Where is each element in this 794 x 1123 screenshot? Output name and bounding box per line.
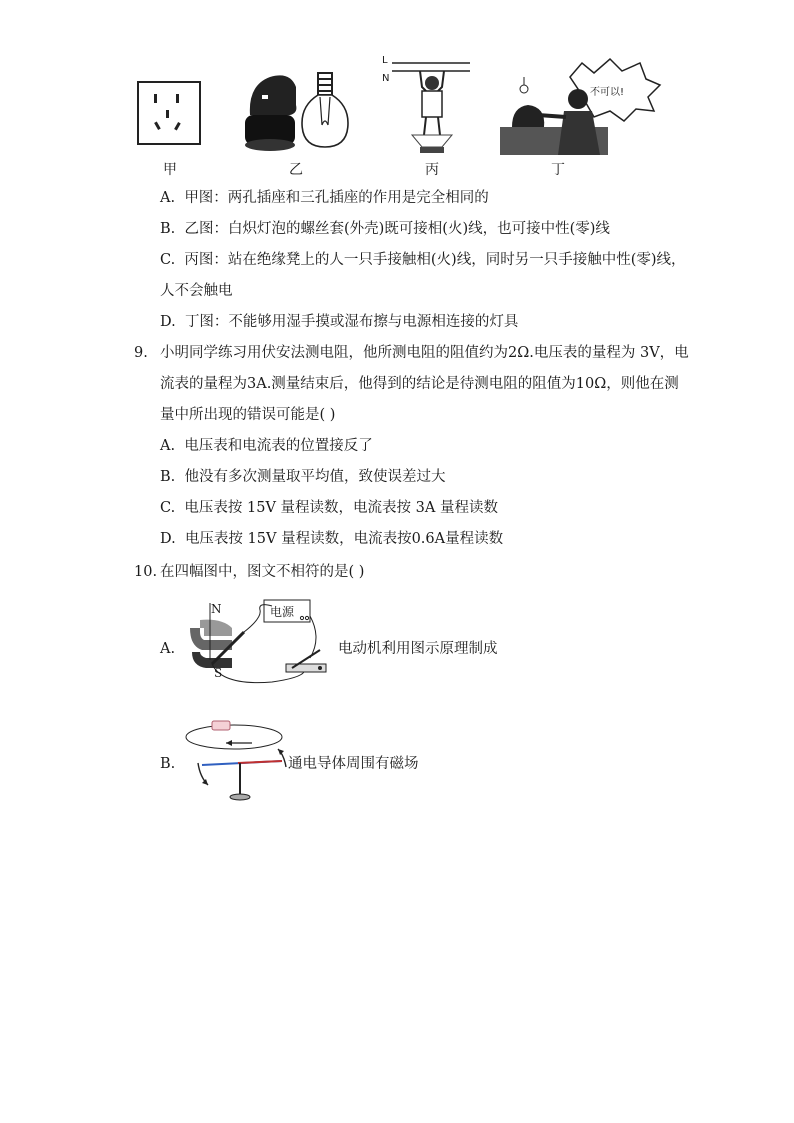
q10-option-b-letter: B. [160, 756, 176, 772]
bulb-socket-figure [240, 65, 360, 155]
option-text: 电压表按 15V 量程读数，电流表按 3A 量程读数 [184, 500, 498, 516]
q9-stem-line-3: 量中所出现的错误可能是( ) [160, 407, 336, 423]
power-source-label: 电源 [270, 605, 295, 619]
question-number: 10. [134, 564, 158, 580]
q8-option-c [160, 250, 686, 270]
q9-option-b [160, 467, 445, 487]
option-letter: D. [160, 531, 176, 547]
motor-principle-figure [182, 598, 332, 688]
wet-hands-figure [498, 55, 668, 160]
q10-stem: 在四幅图中，图文不相符的是( ) [160, 564, 365, 580]
q9-stem-line-2: 流表的量程为3A.测量结束后，他得到的结论是待测电阻的阻值为10Ω，则他在测 [160, 376, 679, 392]
oersted-experiment-figure [182, 715, 292, 805]
option-text: 丙图：站在绝缘凳上的人一只手接触相(火)线，同时另一只手接触中性(零)线， [184, 252, 686, 268]
option-letter: C. [160, 500, 176, 516]
option-text: 乙图：白炽灯泡的螺丝套(外壳)既可接相(火)线，也可接中性(零)线 [184, 221, 610, 237]
q9-option-a [160, 436, 373, 456]
option-text: 甲图：两孔插座和三孔插座的作用是完全相同的 [184, 190, 489, 206]
figure-label-jia: 甲 [163, 162, 177, 178]
wire-label-n: N [382, 73, 390, 84]
option-letter: B. [160, 469, 176, 485]
figure-label-bing: 丙 [425, 162, 439, 178]
option-text: 丁图：不能够用湿手摸或湿布擦与电源相连接的灯具 [184, 314, 519, 330]
pole-label-n: N [211, 602, 222, 616]
option-text: 他没有多次测量取平均值，致使误差过大 [184, 469, 446, 485]
q10-option-a-letter: A. [160, 641, 176, 657]
q9-stem-line-1: 小明同学练习用伏安法测电阻，他所测电阻的阻值约为2Ω.电压表的量程为 3V，电 [160, 345, 689, 361]
option-text: 电压表按 15V 量程读数，电流表按0.6A量程读数 [184, 531, 504, 547]
option-letter: C. [160, 252, 176, 268]
q8-option-b [160, 219, 610, 239]
option-text: 电压表和电流表的位置接反了 [184, 438, 373, 454]
wire-label-l: L [382, 55, 388, 66]
question-number: 9. [134, 345, 148, 361]
q8-option-a [160, 188, 489, 208]
option-letter: A. [160, 190, 176, 206]
option-letter: B. [160, 221, 176, 237]
q8-option-d [160, 312, 518, 332]
speech-bubble-text: 不可以! [590, 87, 625, 98]
figure-row-top [120, 55, 680, 185]
option-letter: A. [160, 438, 176, 454]
q9-option-c [160, 498, 498, 518]
figure-label-yi: 乙 [289, 162, 303, 178]
q8-option-c-cont: 人不会触电 [160, 283, 233, 299]
q10-option-a-caption: 电动机利用图示原理制成 [338, 641, 498, 657]
option-letter: D. [160, 314, 176, 330]
q10-option-b-caption: 通电导体周围有磁场 [288, 756, 419, 772]
q9-option-d [160, 529, 503, 549]
pole-label-s: S [214, 666, 223, 680]
socket-figure [136, 80, 202, 146]
figure-label-ding: 丁 [551, 162, 565, 178]
person-stool-figure [382, 55, 472, 165]
